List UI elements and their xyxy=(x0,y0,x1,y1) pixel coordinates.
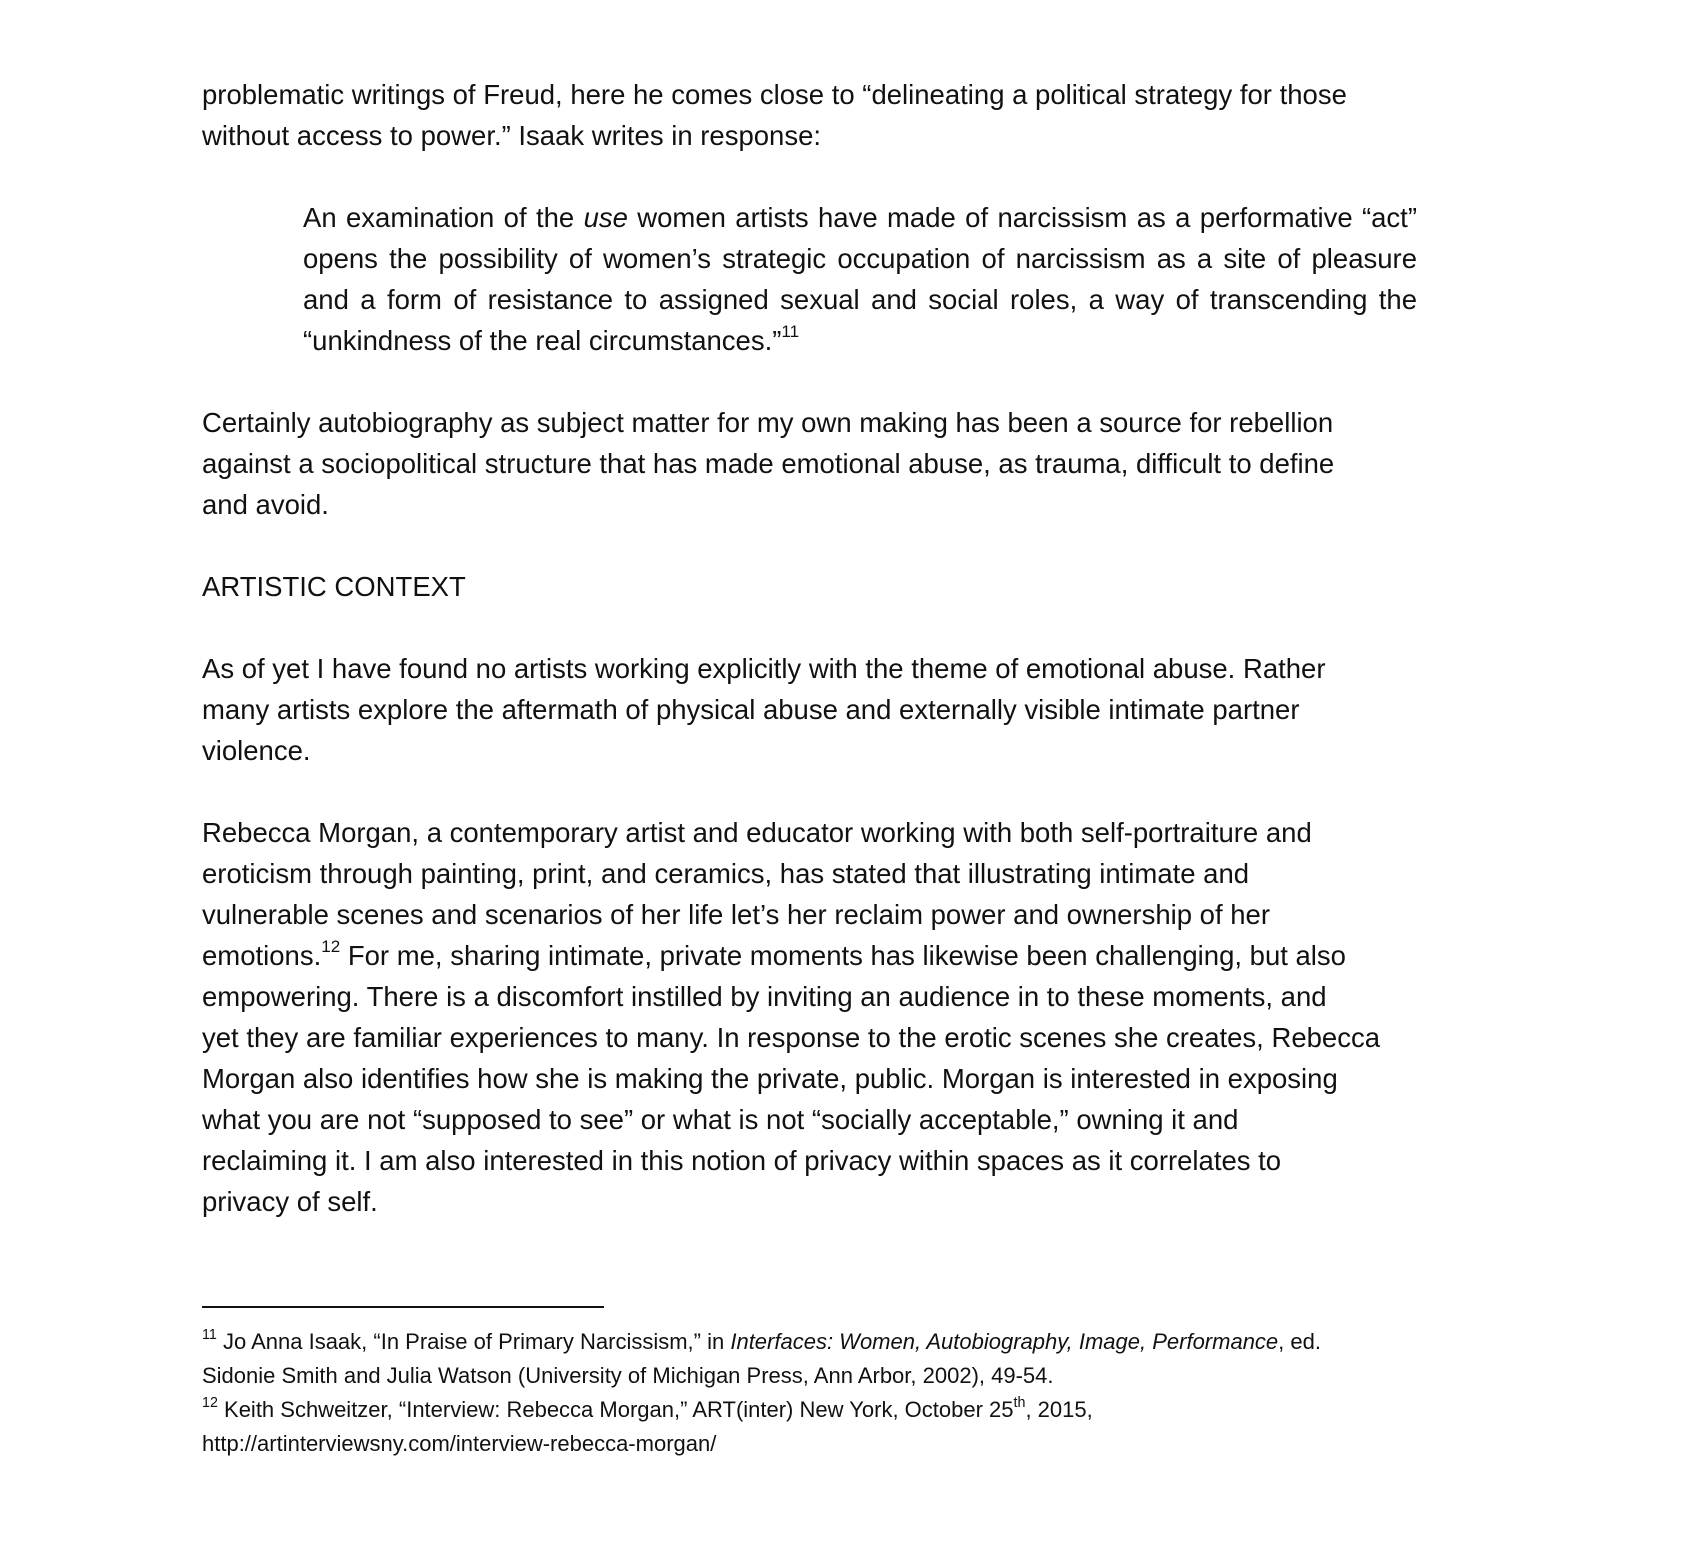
text-line: As of yet I have found no artists working explicitly with the theme of emotional abuse. Rather xyxy=(202,653,1326,684)
paragraph-intro xyxy=(202,74,1522,156)
footnote-reference-11[interactable]: 11 xyxy=(781,322,800,342)
footnote-text: Jo Anna Isaak, “In Praise of Primary Narcissism,” in xyxy=(216,1329,731,1354)
footnote-number: 12 xyxy=(202,1395,218,1411)
quote-italic-word: use xyxy=(583,202,628,233)
text-line: empowering. There is a discomfort instilled by inviting an audience in to these moments, and xyxy=(202,981,1327,1012)
footnote-11 xyxy=(202,1325,1532,1393)
footnote-line: Sidonie Smith and Julia Watson (University of Michigan Press, Ann Arbor, 2002), 49-54. xyxy=(202,1363,1054,1388)
block-quote xyxy=(303,197,1417,361)
text-line: yet they are familiar experiences to many. In response to the erotic scenes she creates, Rebecca xyxy=(202,1022,1381,1053)
paragraph-morgan xyxy=(202,812,1522,1222)
paragraph-autobiography xyxy=(202,402,1522,525)
text-line: eroticism through painting, print, and ceramics, has stated that illustrating intimate and xyxy=(202,858,1250,889)
ordinal-suffix: th xyxy=(1013,1395,1026,1411)
text-line: Rebecca Morgan, a contemporary artist and educator working with both self-portraiture and xyxy=(202,817,1312,848)
text-line: what you are not “supposed to see” or what is not “socially acceptable,” owning it and xyxy=(202,1104,1239,1135)
text-line: privacy of self. xyxy=(202,1186,378,1217)
footnote-text: , ed. xyxy=(1278,1329,1321,1354)
footnote-url[interactable]: http://artinterviewsny.com/interview-rebecca-morgan/ xyxy=(202,1431,717,1456)
footnote-line xyxy=(202,1325,1532,1359)
text-line: Certainly autobiography as subject matter for my own making has been a source for rebellion xyxy=(202,407,1334,438)
footnote-text: Keith Schweitzer, “Interview: Rebecca Morgan,” ART(inter) New York, October 25 xyxy=(217,1397,1014,1422)
footnote-separator xyxy=(202,1306,604,1308)
text-line: without access to power.” Isaak writes in response: xyxy=(202,120,822,151)
text-line: and avoid. xyxy=(202,489,329,520)
text-segment: For me, sharing intimate, private moments has likewise been challenging, but also xyxy=(340,940,1346,971)
quote-text: An examination of the xyxy=(303,202,584,233)
text-line: vulnerable scenes and scenarios of her life let’s her reclaim power and ownership of her xyxy=(202,899,1270,930)
quote-text: women artists have made of narcissism as a performative “act” opens the possibility of women’s strategic occupation of narcissism as a site of pleasure and a form of resistance to assigned sexual and social roles, a way of transcending the “unkindness of the real circumstances.” xyxy=(303,202,1417,356)
footnote-italic-title: Interfaces: Women, Autobiography, Image, Performance xyxy=(730,1329,1279,1354)
section-heading: ARTISTIC CONTEXT xyxy=(202,571,466,602)
paragraph-artists xyxy=(202,648,1522,771)
footnote-line xyxy=(202,1393,1532,1427)
text-segment: emotions. xyxy=(202,940,322,971)
footnote-number: 11 xyxy=(202,1327,217,1343)
footnote-text: , 2015, xyxy=(1025,1397,1093,1422)
text-line: reclaiming it. I am also interested in this notion of privacy within spaces as it correlates to xyxy=(202,1145,1282,1176)
text-line xyxy=(202,935,1522,976)
text-line: Morgan also identifies how she is making the private, public. Morgan is interested in exposing xyxy=(202,1063,1338,1094)
footnote-reference-12[interactable]: 12 xyxy=(321,937,341,957)
text-line: many artists explore the aftermath of physical abuse and externally visible intimate partner xyxy=(202,694,1300,725)
text-line: against a sociopolitical structure that has made emotional abuse, as trauma, difficult to define xyxy=(202,448,1335,479)
text-line: violence. xyxy=(202,735,311,766)
footnote-12 xyxy=(202,1393,1532,1461)
text-line: problematic writings of Freud, here he comes close to “delineating a political strategy for those xyxy=(202,79,1347,110)
